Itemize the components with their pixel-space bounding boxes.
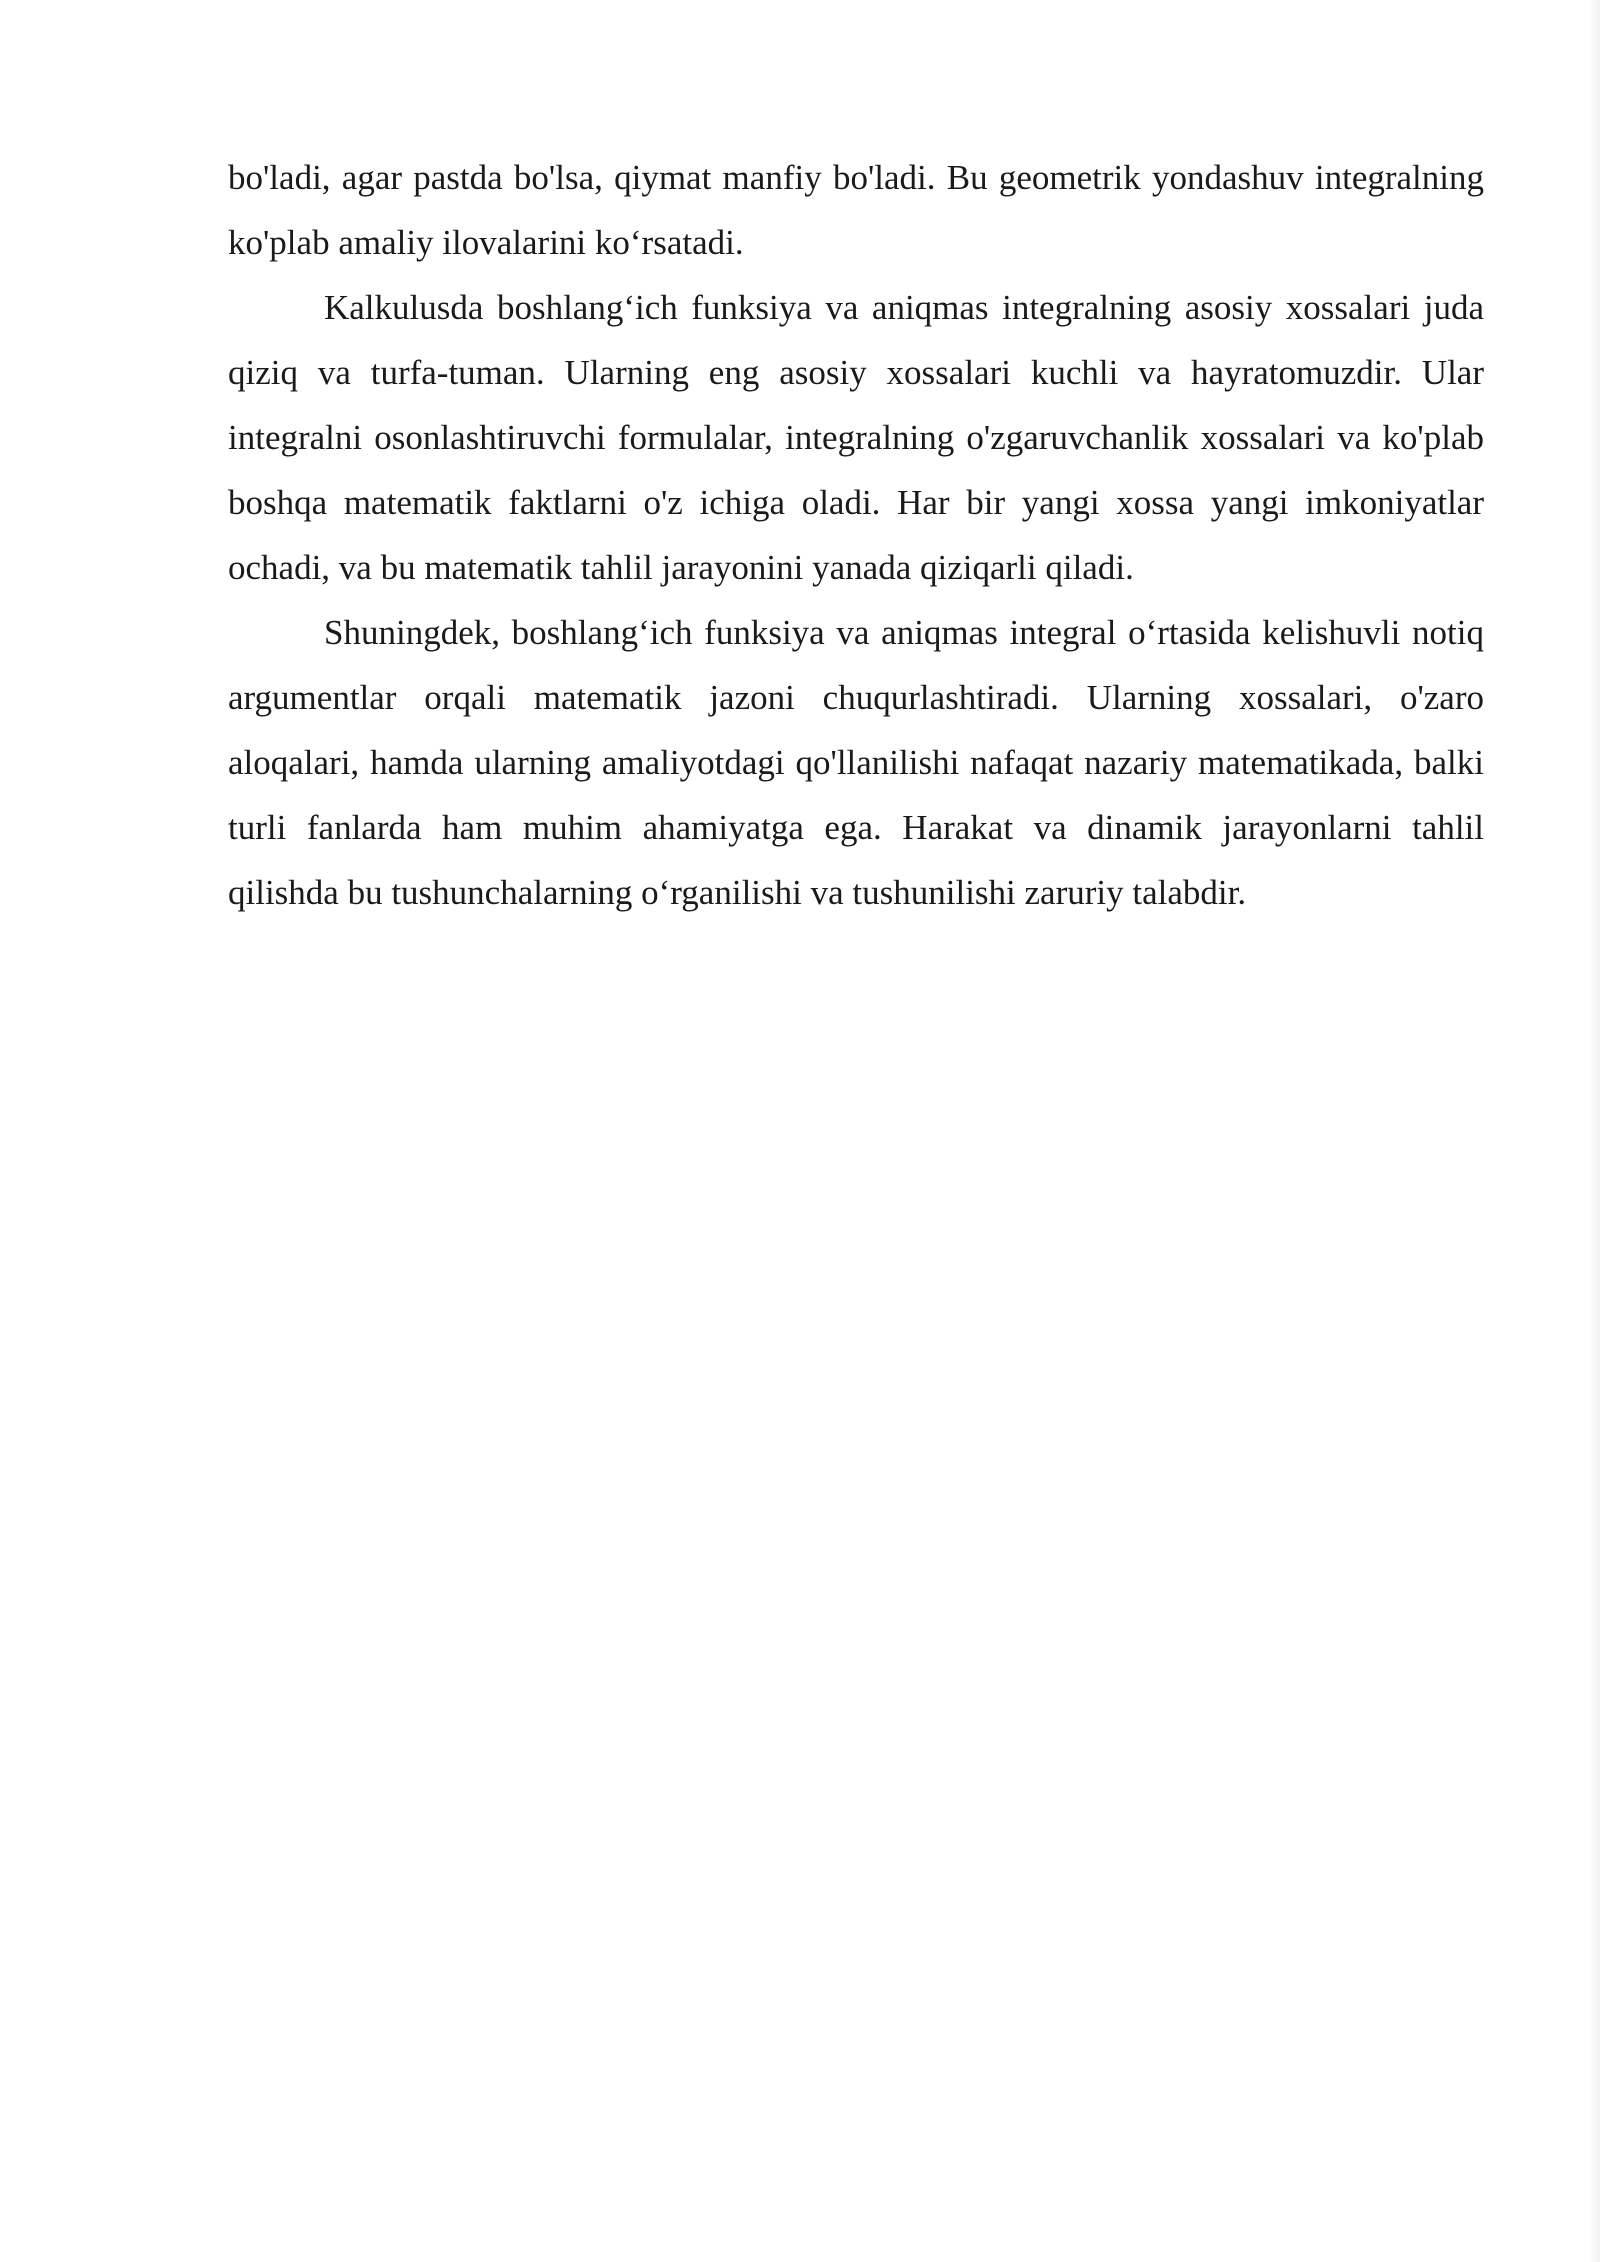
body-text [228,145,1484,925]
paragraph-conclusion: Shuningdek, boshlang‘ich funksiya va aniqmas integral o‘rtasida kelishuvli notiq argumentlar orqali matematik jazoni chuqurlashtiradi. Ularning xossalari, o'zaro aloqalari, hamda ularning amaliyotdagi qo'llanilishi nafaqat nazariy matematikada, balki turli fanlarda ham muhim ahamiyatga ega. Harakat va dinamik jarayonlarni tahlil qilishda bu tushunchalarning o‘rganilishi va tushunilishi zaruriy talabdir. [228,613,1484,912]
paragraph-continuation: bo'ladi, agar pastda bo'lsa, qiymat manfiy bo'ladi. Bu geometrik yondashuv integralning ko'plab amaliy ilovalarini ko‘rsatadi. [228,158,1484,262]
page-edge-shadow [1588,0,1600,2262]
paragraph-properties: Kalkulusda boshlang‘ich funksiya va aniqmas integralning asosiy xossalari juda qiziq va turfa-tuman. Ularning eng asosiy xossalari kuchli va hayratomuzdir. Ular integralni osonlashtiruvchi formulalar, integralning o'zgaruvchanlik xossalari va ko'plab boshqa matematik faktlarni o'z ichiga oladi. Har bir yangi xossa yangi imkoniyatlar ochadi, va bu matematik tahlil jarayonini yanada qiziqarli qiladi. [228,288,1484,587]
